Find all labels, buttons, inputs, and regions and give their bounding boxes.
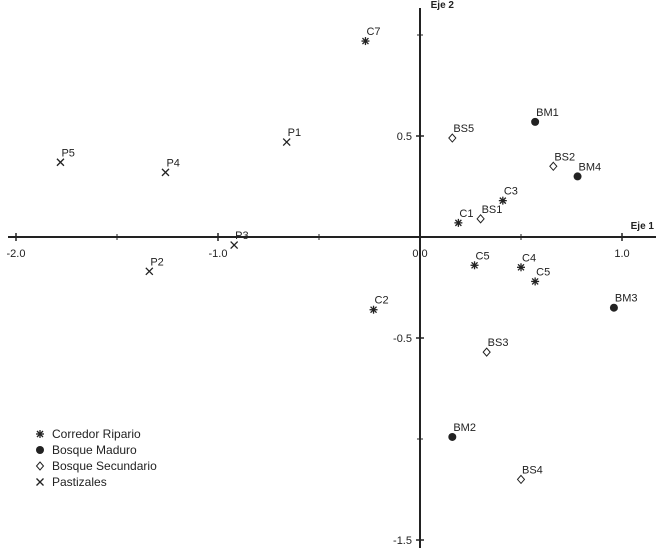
legend-label: Bosque Secundario	[52, 459, 157, 473]
dot-marker	[610, 304, 618, 312]
data-point	[448, 422, 476, 441]
diamond-marker	[37, 462, 44, 470]
data-point	[531, 107, 559, 126]
point-label: BM2	[453, 421, 476, 434]
data-point	[517, 252, 536, 271]
data-point	[449, 123, 474, 142]
point-label: P5	[61, 147, 75, 160]
legend-item	[36, 443, 137, 457]
point-label: BS2	[554, 151, 576, 164]
data-point	[231, 230, 249, 249]
data-point	[370, 295, 389, 314]
point-label: P3	[235, 230, 249, 243]
data-point	[57, 147, 75, 166]
diamond-marker	[449, 134, 456, 142]
point-label: C5	[475, 250, 490, 263]
data-points	[57, 26, 638, 483]
point-label: BS5	[453, 123, 475, 136]
legend-label: Pastizales	[52, 475, 107, 489]
data-point	[574, 161, 602, 180]
y-tick-label: 0.5	[396, 131, 412, 143]
data-point	[550, 151, 575, 170]
data-point	[483, 337, 508, 356]
point-label: C1	[459, 207, 474, 220]
data-point	[162, 157, 180, 176]
point-label: P2	[150, 256, 164, 269]
data-point	[471, 250, 490, 269]
legend-label: Bosque Maduro	[52, 443, 137, 457]
data-point	[477, 204, 502, 223]
point-label: BS3	[487, 337, 509, 350]
legend-item	[36, 427, 141, 441]
point-label: C3	[503, 185, 518, 198]
point-label: BS1	[481, 203, 503, 216]
diamond-marker	[550, 162, 557, 170]
y-tick-label: -1.5	[393, 535, 412, 547]
point-label: P4	[166, 157, 180, 170]
data-point	[146, 256, 164, 275]
data-point	[283, 127, 301, 146]
data-point	[361, 26, 380, 45]
data-point	[531, 266, 550, 285]
legend-item	[37, 475, 107, 489]
data-point	[518, 464, 543, 483]
point-label: BM3	[614, 292, 638, 305]
point-label: BM1	[536, 106, 559, 119]
x-tick-label: -2.0	[6, 248, 26, 260]
x-tick-label: 0.0	[412, 248, 428, 260]
x-tick-label: -1.0	[208, 248, 228, 260]
diamond-marker	[477, 215, 484, 223]
dot-marker	[574, 172, 582, 180]
dot-marker	[531, 118, 539, 126]
y-tick-label: -0.5	[393, 333, 412, 345]
y-axis-title: Eje 2	[430, 0, 454, 11]
dot-marker	[448, 433, 456, 441]
point-label: BM4	[578, 161, 602, 174]
diamond-marker	[518, 475, 525, 483]
point-label: C4	[522, 252, 537, 265]
legend-item	[37, 459, 158, 473]
point-label: P1	[287, 127, 302, 140]
point-label: C7	[366, 26, 381, 39]
point-label: C5	[536, 266, 551, 279]
dot-marker	[36, 446, 44, 454]
x-tick-label: 1.0	[614, 248, 630, 260]
legend	[36, 427, 157, 489]
data-point	[499, 186, 518, 205]
legend-label: Corredor Ripario	[52, 427, 141, 441]
point-label: C2	[374, 294, 389, 307]
diamond-marker	[483, 348, 490, 356]
data-point	[454, 208, 473, 227]
data-point	[610, 293, 638, 312]
point-label: BS4	[522, 464, 543, 477]
x-axis-title: Eje 1	[630, 221, 654, 232]
